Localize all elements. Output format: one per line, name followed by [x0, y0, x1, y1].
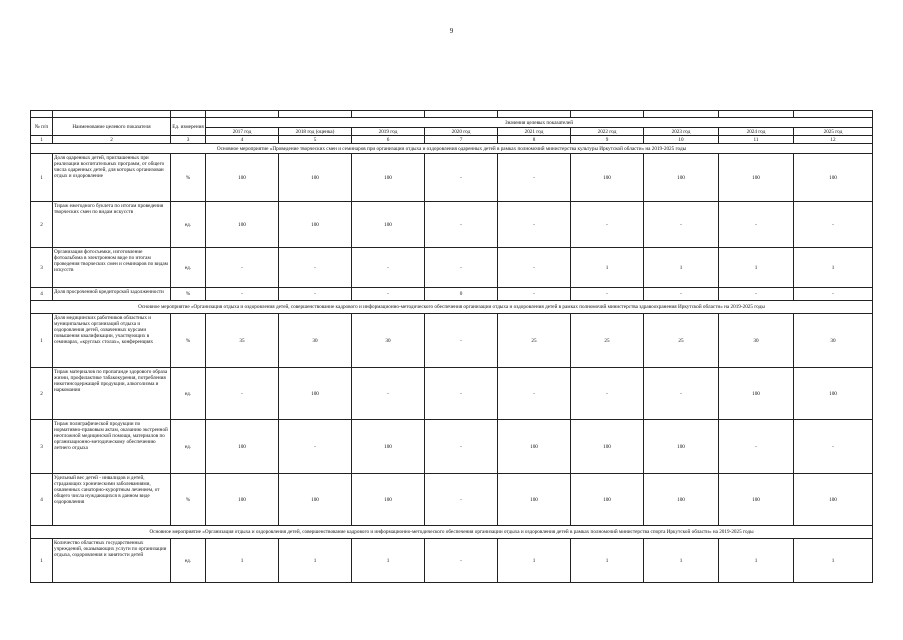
value-cell: - — [352, 288, 425, 301]
indicator-name: Тираж материалов по пропаганде здорового образа жизни, профилактике табакокурения, потребления никотинсодержащей продукции, алкоголизма и наркомании — [53, 368, 171, 420]
row-number: 4 — [31, 288, 53, 301]
value-cell: - — [279, 288, 352, 301]
value-cell: 100 — [279, 154, 352, 202]
value-cell: 25 — [571, 314, 644, 368]
column-number: 6 — [352, 136, 425, 144]
year-header: 2019 год — [352, 128, 425, 136]
value-cell: 100 — [206, 202, 279, 248]
unit-cell: % — [171, 314, 206, 368]
year-header: 2025 год — [794, 128, 873, 136]
column-number: 1 — [31, 136, 53, 144]
unit-cell: % — [171, 474, 206, 526]
value-cell: - — [498, 248, 571, 288]
year-header: 2017 год — [206, 128, 279, 136]
value-cell: 1 — [206, 539, 279, 583]
value-cell: 100 — [279, 368, 352, 420]
value-cell: 100 — [794, 368, 873, 420]
value-cell: - — [425, 420, 498, 474]
indicator-name: Тираж ежегодного буклета по итогам проведения творческих смен по видам искусств — [53, 202, 171, 248]
value-cell: - — [425, 474, 498, 526]
value-cell: - — [571, 368, 644, 420]
header-row-1 — [31, 118, 873, 128]
value-cell: 30 — [279, 314, 352, 368]
row-number: 2 — [31, 368, 53, 420]
value-cell: 1 — [719, 248, 794, 288]
table-row — [31, 314, 873, 368]
value-cell: 100 — [719, 368, 794, 420]
table-row — [31, 288, 873, 301]
value-cell: - — [794, 202, 873, 248]
value-cell: - — [794, 420, 873, 474]
column-number: 3 — [171, 136, 206, 144]
unit-cell: ед. — [171, 248, 206, 288]
table-row — [31, 248, 873, 288]
value-cell: 1 — [794, 539, 873, 583]
column-number: 9 — [571, 136, 644, 144]
value-cell: - — [498, 288, 571, 301]
column-number: 12 — [794, 136, 873, 144]
table-row — [31, 474, 873, 526]
value-cell: - — [571, 202, 644, 248]
header-indicator-name: Наименование целевого показателя — [53, 118, 171, 136]
value-cell: - — [279, 248, 352, 288]
value-cell: 100 — [571, 474, 644, 526]
column-number: 8 — [498, 136, 571, 144]
header-no: № п/п — [31, 118, 53, 136]
unit-cell: ед. — [171, 202, 206, 248]
value-cell: - — [206, 368, 279, 420]
value-cell: 100 — [794, 154, 873, 202]
indicator-name: Тираж полиграфической продукции по нормативно-правовым актам, оказанию экстренной неотложной медицинской помощи, материалов по организационно-методическому обеспечению летнего отдыха — [53, 420, 171, 474]
indicator-name: Доля одаренных детей, приглашенных при реализации воспитательных программ, от общего числа одаренных детей, для которых организован отдых и оздоровление — [53, 154, 171, 202]
value-cell: - — [425, 314, 498, 368]
value-cell: - — [206, 288, 279, 301]
row-number: 4 — [31, 474, 53, 526]
unit-cell: ед. — [171, 539, 206, 583]
value-cell: 100 — [352, 474, 425, 526]
value-cell: 100 — [352, 202, 425, 248]
value-cell: - — [425, 202, 498, 248]
value-cell: 100 — [206, 474, 279, 526]
table-row — [31, 154, 873, 202]
row-number: 1 — [31, 154, 53, 202]
value-cell: 0 — [425, 288, 498, 301]
section-title: Основное мероприятие «Организация отдыха и оздоровления детей, совершенствование кадрового и информационно-методического обеспечения организации отдыха и оздоровления детей в рамках полномочий министерства здравоохранения Иркутской области» на 2019-2025 годы — [31, 301, 873, 314]
value-cell: - — [279, 420, 352, 474]
value-cell: 100 — [794, 474, 873, 526]
value-cell: 30 — [794, 314, 873, 368]
value-cell: - — [425, 539, 498, 583]
value-cell: - — [644, 368, 719, 420]
value-cell: - — [425, 154, 498, 202]
table-row — [31, 368, 873, 420]
value-cell: 1 — [571, 248, 644, 288]
unit-cell: ед. — [171, 420, 206, 474]
year-header: 2021 год — [498, 128, 571, 136]
value-cell: 25 — [644, 314, 719, 368]
column-number: 11 — [719, 136, 794, 144]
value-cell: - — [498, 368, 571, 420]
value-cell: 30 — [352, 314, 425, 368]
value-cell: - — [794, 288, 873, 301]
row-number: 1 — [31, 539, 53, 583]
value-cell: 30 — [719, 314, 794, 368]
row-number: 1 — [31, 314, 53, 368]
section-row — [31, 144, 873, 154]
header-unit: Ед. измерения — [171, 118, 206, 136]
page-number: 9 — [449, 27, 454, 35]
value-cell: 100 — [719, 474, 794, 526]
value-cell: 100 — [206, 154, 279, 202]
value-cell: 1 — [352, 539, 425, 583]
value-cell: - — [644, 202, 719, 248]
value-cell: 1 — [279, 539, 352, 583]
year-header: 2022 год — [571, 128, 644, 136]
value-cell: - — [571, 288, 644, 301]
indicator-name: Организация фотосъемки, изготовление фотоальбома в электронном виде по итогам проведения творческих смен и семинаров по видам искусств — [53, 248, 171, 288]
value-cell: 1 — [498, 539, 571, 583]
value-cell: 35 — [206, 314, 279, 368]
section-row — [31, 526, 873, 539]
year-header: 2024 год — [719, 128, 794, 136]
section-title: Основное мероприятие «Организация отдыха и оздоровления детей, совершенствование кадрового и информационно-методического обеспечения организации отдыха и оздоровления детей в рамках полномочий министерства спорта Иркутской области» на 2019-2025 годы — [31, 526, 873, 539]
value-cell: 100 — [498, 420, 571, 474]
value-cell: 1 — [644, 539, 719, 583]
value-cell: 100 — [352, 420, 425, 474]
value-cell: 100 — [498, 474, 571, 526]
value-cell: - — [719, 202, 794, 248]
value-cell: 100 — [206, 420, 279, 474]
indicator-name: Удельный вес детей - инвалидов и детей, страдающих хроническими заболеваниями, охваченных санаторно-курортным лечением, от общего числа нуждающихся в данном виде оздоровления — [53, 474, 171, 526]
value-cell: 1 — [719, 539, 794, 583]
value-cell: 100 — [571, 154, 644, 202]
value-cell: - — [425, 368, 498, 420]
header-values-group: Значения целевых показателей — [206, 118, 873, 128]
column-number: 7 — [425, 136, 498, 144]
column-number-row — [31, 136, 873, 144]
value-cell: 100 — [644, 474, 719, 526]
row-number: 3 — [31, 420, 53, 474]
value-cell: - — [352, 248, 425, 288]
value-cell: - — [206, 248, 279, 288]
value-cell: 100 — [279, 202, 352, 248]
value-cell: - — [498, 202, 571, 248]
value-cell: 100 — [571, 420, 644, 474]
blank-top-row — [31, 111, 873, 118]
value-cell: 100 — [719, 154, 794, 202]
year-header: 2020 год — [425, 128, 498, 136]
indicator-name: Доля просроченной кредиторской задолженности — [53, 288, 171, 301]
unit-cell: % — [171, 154, 206, 202]
year-header: 2018 год (оценка) — [279, 128, 352, 136]
unit-cell: ед. — [171, 368, 206, 420]
section-row — [31, 301, 873, 314]
value-cell: 1 — [794, 248, 873, 288]
row-number: 3 — [31, 248, 53, 288]
column-number: 10 — [644, 136, 719, 144]
value-cell: 100 — [644, 420, 719, 474]
value-cell: 25 — [498, 314, 571, 368]
unit-cell: % — [171, 288, 206, 301]
indicator-name: Количество областных государственных учреждений, оказывающих услуги по организации отдыха, оздоровления и занятости детей — [53, 539, 171, 583]
column-number: 5 — [279, 136, 352, 144]
value-cell: 100 — [644, 154, 719, 202]
value-cell: 100 — [279, 474, 352, 526]
value-cell: - — [719, 420, 794, 474]
value-cell: 1 — [644, 248, 719, 288]
target-indicators-table — [30, 110, 873, 583]
column-number: 2 — [53, 136, 171, 144]
value-cell: - — [352, 368, 425, 420]
value-cell: - — [498, 154, 571, 202]
indicator-name: Доля медицинских работников областных и муниципальных организаций отдыха и оздоровления детей, охваченных курсами повышения квалификации, участвующих в семинарах, «круглых столах», конференциях — [53, 314, 171, 368]
value-cell: - — [644, 288, 719, 301]
table-row — [31, 202, 873, 248]
section-title: Основное мероприятие «Проведение творческих смен и семинаров при организации отдыха и оздоровления одаренных детей в рамках полномочий министерства культуры Иркутской области» на 2019-2025 годы — [31, 144, 873, 154]
table-row — [31, 539, 873, 583]
value-cell: - — [719, 288, 794, 301]
table-row — [31, 420, 873, 474]
row-number: 2 — [31, 202, 53, 248]
year-header: 2023 год — [644, 128, 719, 136]
value-cell: 100 — [352, 154, 425, 202]
column-number: 4 — [206, 136, 279, 144]
value-cell: 1 — [571, 539, 644, 583]
value-cell: - — [425, 248, 498, 288]
